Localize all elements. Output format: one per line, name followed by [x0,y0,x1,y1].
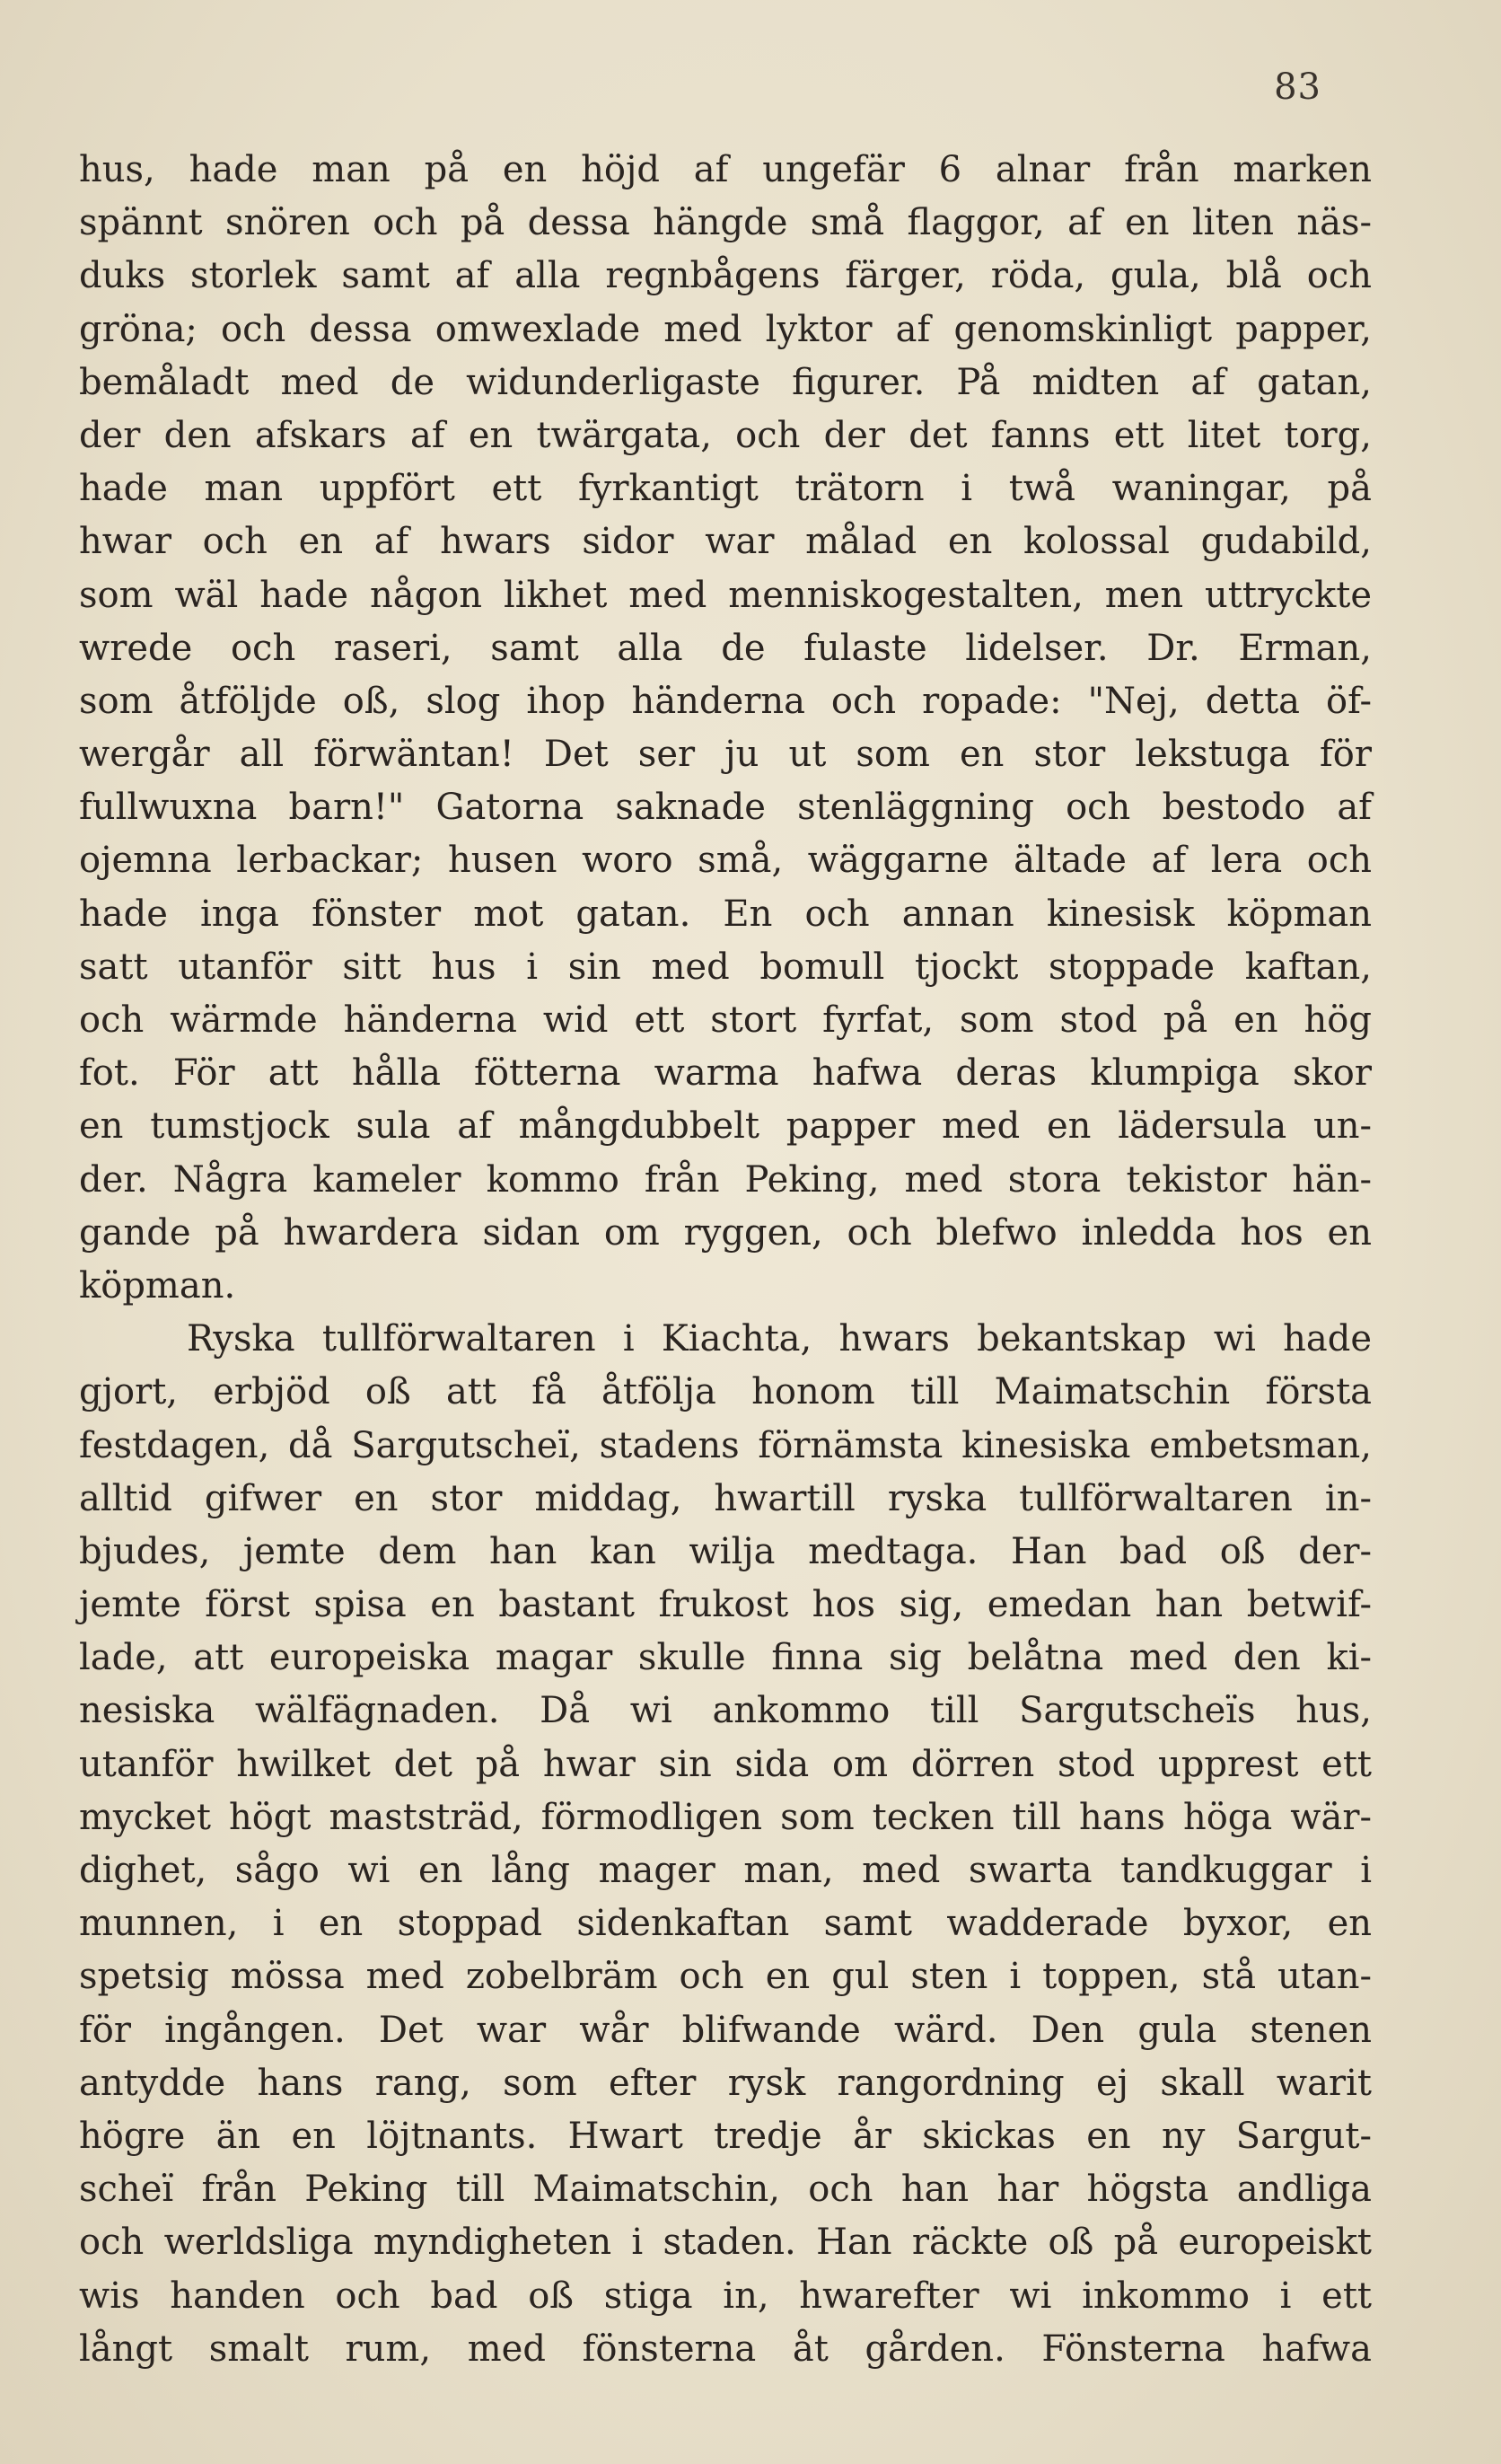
text-line: nesiska wälfägnaden. Då wi ankommo till Sargutscheïs hus, [79,1690,1372,1732]
body-text [79,144,1372,2376]
text-line: alltid gifwer en stor middag, hwartill ryska tullförwaltaren in- [79,1477,1372,1519]
text-line: jemte först spisa en bastant frukost hos sig, emedan han betwif- [79,1584,1372,1626]
text-line: der. Några kameler kommo från Peking, med stora tekistor hän- [79,1158,1372,1201]
text-line: bjudes, jemte dem han kan wilja medtaga. Han bad oß der- [79,1530,1372,1572]
text-line: dighet, sågo wi en lång mager man, med swarta tandkuggar i [79,1850,1372,1891]
text-line: för ingången. Det war wår blifwande wärd. Den gula stenen [79,2009,1372,2051]
text-line: hade man uppfört ett fyrkantigt trätorn i twå waningar, på [79,468,1372,510]
text-line: festdagen, då Sargutscheï, stadens förnämsta kinesiska embetsman, [79,1424,1372,1466]
text-line: der den afskars af en twärgata, och der det fanns ett litet torg, [79,414,1372,456]
text-line: mycket högt maststräd, förmodligen som tecken till hans höga wär- [79,1796,1372,1838]
text-line: gande på hwardera sidan om ryggen, och blefwo inledda hos en [79,1211,1372,1254]
text-line: fot. För att hålla fötterna warma hafwa deras klumpiga skor [79,1052,1372,1095]
text-line: utanför hwilket det på hwar sin sida om dörren stod upprest ett [79,1743,1372,1785]
text-line: fullwuxna barn!" Gatorna saknade stenläggning och bestodo af [79,787,1372,829]
text-line: antydde hans rang, som efter rysk rangordning ej skall warit [79,2062,1372,2104]
text-line: wergår all förwäntan! Det ser ju ut som en stor lekstuga för [79,734,1372,776]
text-line: wrede och raseri, samt alla de fulaste lidelser. Dr. Erman, [79,627,1372,669]
text-line: spetsig mössa med zobelbräm och en gul sten i toppen, stå utan- [79,1956,1372,1998]
text-line: Ryska tullförwaltaren i Kiachta, hwars bekantskap wi hade [187,1318,1372,1360]
text-line: som wäl hade någon likhet med menniskogestalten, men uttryckte [79,574,1372,616]
text-line: munnen, i en stoppad sidenkaftan samt wadderade byxor, en [79,1903,1372,1945]
text-line: duks storlek samt af alla regnbågens färger, röda, gula, blå och [79,255,1372,297]
text-line: gjort, erbjöd oß att få åtfölja honom till Maimatschin första [79,1371,1372,1413]
text-line: spännt snören och på dessa hängde små flaggor, af en liten näs- [79,202,1372,244]
text-line: hwar och en af hwars sidor war målad en kolossal gudabild, [79,521,1372,563]
text-line: och wärmde händerna wid ett stort fyrfat, som stod på en hög [79,999,1372,1041]
text-line: långt smalt rum, med fönsterna åt gården. Fönsterna hafwa [79,2328,1372,2370]
text-line: wis handen och bad oß stiga in, hwarefter wi inkommo i ett [79,2275,1372,2317]
text-line: och werldsliga myndigheten i staden. Han räckte oß på europeiskt [79,2222,1372,2264]
text-line: högre än en löjtnants. Hwart tredje år skickas en ny Sargut- [79,2115,1372,2157]
text-line: gröna; och dessa omwexlade med lyktor af genomskinligt papper, [79,308,1372,350]
text-line: som åtföljde oß, slog ihop händerna och ropade: "Nej, detta öf- [79,680,1372,722]
text-line: ojemna lerbackar; husen woro små, wäggarne ältade af lera och [79,840,1372,882]
text-line: bemåladt med de widunderligaste figurer. På midten af gatan, [79,361,1372,403]
text-line: hade inga fönster mot gatan. En och annan kinesisk köpman [79,893,1372,935]
text-line: satt utanför sitt hus i sin med bomull tjockt stoppade kaftan, [79,946,1372,988]
text-line: lade, att europeiska magar skulle finna sig belåtna med den ki- [79,1637,1372,1679]
text-line: scheï från Peking till Maimatschin, och han har högsta andliga [79,2169,1372,2211]
page-number: 83 [1274,66,1321,108]
text-line: hus, hade man på en höjd af ungefär 6 alnar från marken [79,149,1372,190]
text-line: en tumstjock sula af mångdubbelt papper med en lädersula un- [79,1105,1372,1148]
text-line: köpman. [79,1264,236,1307]
